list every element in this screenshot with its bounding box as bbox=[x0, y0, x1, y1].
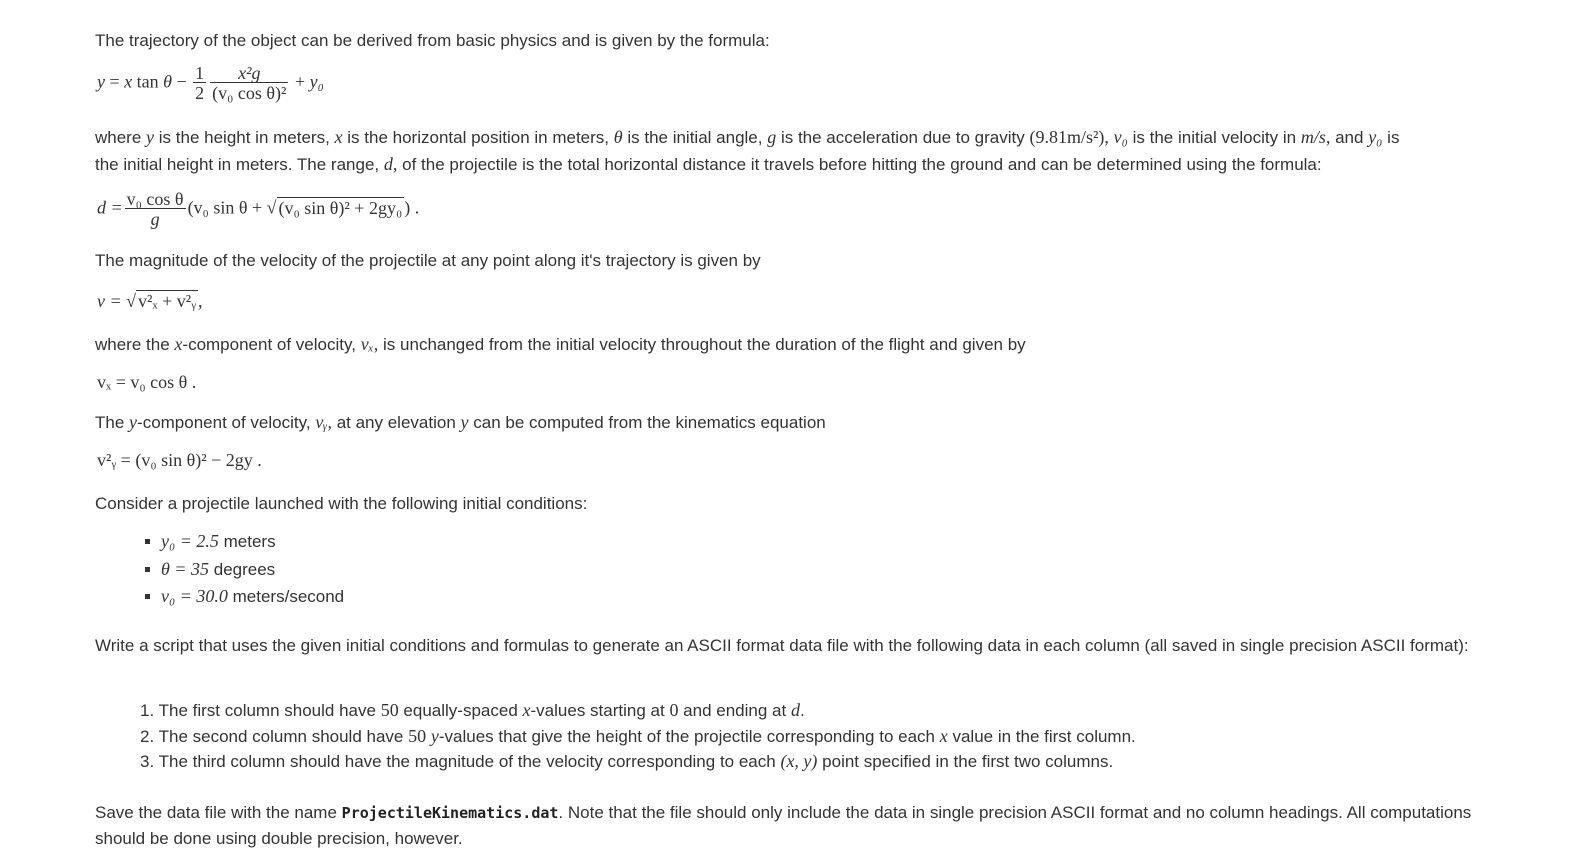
vy-equation: v²ᵧ = (v₀ sin θ)² − 2gy . bbox=[97, 450, 262, 470]
bullet-icon bbox=[145, 567, 150, 572]
intro-text: The trajectory of the object can be derived from basic physics and is given by the formula: bbox=[95, 31, 770, 50]
list-item: v₀ = 30.0 meters/second bbox=[145, 583, 344, 611]
bullet-icon bbox=[145, 594, 150, 599]
filename: ProjectileKinematics.dat bbox=[341, 804, 559, 822]
vx-equation: vₓ = v₀ cos θ . bbox=[97, 372, 197, 392]
variable-definitions: where y is the height in meters, x is the horizontal position in meters, θ is the initial angle, g is the acceleration due to gravity (9.81m/s²), v₀ is the initial velocity in m/s, and y₀ is the initial height in meters. The range, d, of the projectile is the total horizontal distance it travels before hitting the ground and can be determined using the formula: bbox=[95, 127, 1400, 174]
conditions-intro: Consider a projectile launched with the following initial conditions: bbox=[95, 494, 588, 513]
vx-description: where the x-component of velocity, vₓ, is unchanged from the initial velocity throughout the duration of the flight and given by bbox=[95, 334, 1026, 354]
initial-conditions-list bbox=[145, 528, 344, 611]
list-item: 3. The third column should have the magnitude of the velocity corresponding to each (x, y) point specified in the first two columns. bbox=[140, 751, 1114, 771]
list-item: 1. The first column should have 50 equally-spaced x-values starting at 0 and ending at d. bbox=[140, 700, 805, 720]
column-requirements-list bbox=[140, 698, 1136, 775]
list-item: 2. The second column should have 50 y-values that give the height of the projectile corresponding to each x value in the first column. bbox=[140, 725, 1136, 746]
task-description: Write a script that uses the given initial conditions and formulas to generate an ASCII format data file with the following data in each column (all saved in single precision ASCII format): bbox=[95, 636, 1469, 655]
bullet-icon bbox=[145, 539, 150, 544]
save-instructions: Save the data file with the name ProjectileKinematics.dat. Note that the file should only include the data in single precision ASCII format and no column headings. All computations should be done using double precision, however. bbox=[95, 803, 1472, 848]
velocity-magnitude-equation: v = √ v²ₓ + v²ᵧ , bbox=[97, 291, 203, 311]
trajectory-equation: y = x tan θ − $\frac{1}{2}$ $\frac{\text{x²g}}{\text{(v₀ cos θ)²}}$ + y₀ bbox=[97, 63, 324, 103]
list-item: θ = 35 degrees bbox=[145, 556, 344, 584]
list-item: y₀ = 2.5 meters bbox=[145, 528, 344, 556]
velocity-intro: The magnitude of the velocity of the projectile at any point along it's trajectory is given by bbox=[95, 251, 761, 270]
range-equation: d = $\frac{\text{v₀ cos θ}}{g}$ (v₀ sin θ + √ (v₀ sin θ)² + 2gy₀ ) . bbox=[97, 189, 420, 229]
vy-description: The y-component of velocity, vᵧ, at any elevation y can be computed from the kinematics equation bbox=[95, 412, 826, 432]
